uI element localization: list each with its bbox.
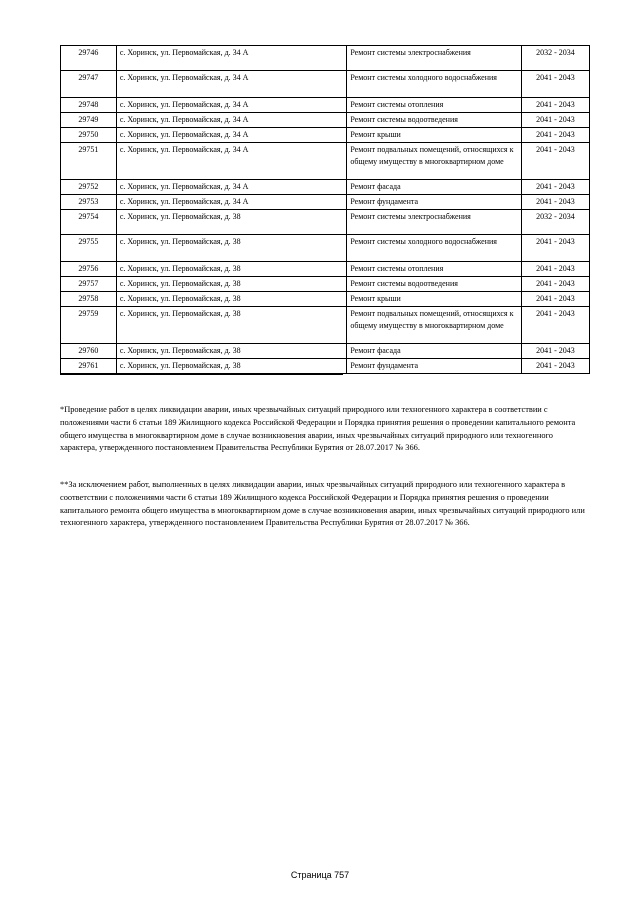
row-work: Ремонт крыши: [347, 128, 522, 143]
row-address: с. Хоринск, ул. Первомайская, д. 34 А: [116, 195, 346, 210]
row-period: 2041 - 2043: [521, 180, 589, 195]
row-work: Ремонт системы отопления: [347, 98, 522, 113]
table-row: [61, 113, 590, 128]
row-period: 2041 - 2043: [521, 143, 589, 180]
footnote-2: **За исключением работ, выполненных в целях ликвидации аварии, иных чрезвычайных ситуаций природного или техногенного характера в соответствии с положениями части 6 статьи 189 Жилищного кодекса Российской Федерации и Порядка принятия решения о проведении капитального ремонта общего имущества в многоквартирном доме в случае возникновения аварии, иных чрезвычайных ситуаций природного или техногенного характера, утвержденного постановлением Правительства Республики Бурятия от 28.07.2017 № 366.: [60, 480, 585, 528]
row-period: 2041 - 2043: [521, 235, 589, 262]
row-work: Ремонт системы водоотведения: [347, 277, 522, 292]
row-address: с. Хоринск, ул. Первомайская, д. 38: [116, 235, 346, 262]
row-address: с. Хоринск, ул. Первомайская, д. 38: [116, 359, 346, 374]
row-period: 2041 - 2043: [521, 359, 589, 374]
row-period: 2041 - 2043: [521, 277, 589, 292]
row-work: Ремонт подвальных помещений, относящихся к общему имуществу в многоквартирном доме: [347, 307, 522, 344]
table-row: [61, 180, 590, 195]
table-row: [61, 344, 590, 359]
table-row: [61, 143, 590, 180]
row-id: 29747: [61, 71, 117, 98]
row-id: 29752: [61, 180, 117, 195]
row-id: 29746: [61, 46, 117, 71]
table-row: [61, 128, 590, 143]
table-row: [61, 292, 590, 307]
row-id: 29748: [61, 98, 117, 113]
table-row: [61, 195, 590, 210]
row-period: 2032 - 2034: [521, 46, 589, 71]
row-period: 2041 - 2043: [521, 307, 589, 344]
row-period: 2041 - 2043: [521, 195, 589, 210]
row-period: 2041 - 2043: [521, 292, 589, 307]
row-work: Ремонт системы отопления: [347, 262, 522, 277]
row-work: Ремонт фасада: [347, 180, 522, 195]
row-id: 29761: [61, 359, 117, 374]
row-work: Ремонт фундамента: [347, 359, 522, 374]
row-address: с. Хоринск, ул. Первомайская, д. 38: [116, 344, 346, 359]
row-address: с. Хоринск, ул. Первомайская, д. 38: [116, 292, 346, 307]
row-address: с. Хоринск, ул. Первомайская, д. 34 А: [116, 113, 346, 128]
row-work: Ремонт фундамента: [347, 195, 522, 210]
row-period: 2032 - 2034: [521, 210, 589, 235]
row-address: с. Хоринск, ул. Первомайская, д. 34 А: [116, 128, 346, 143]
row-id: 29753: [61, 195, 117, 210]
row-work: Ремонт фасада: [347, 344, 522, 359]
row-address: с. Хоринск, ул. Первомайская, д. 34 А: [116, 143, 346, 180]
row-address: с. Хоринск, ул. Первомайская, д. 34 А: [116, 46, 346, 71]
row-id: 29754: [61, 210, 117, 235]
row-address: с. Хоринск, ул. Первомайская, д. 34 А: [116, 71, 346, 98]
row-address: с. Хоринск, ул. Первомайская, д. 38: [116, 307, 346, 344]
table-row: [61, 307, 590, 344]
row-period: 2041 - 2043: [521, 113, 589, 128]
row-work: Ремонт подвальных помещений, относящихся к общему имуществу в многоквартирном доме: [347, 143, 522, 180]
row-period: 2041 - 2043: [521, 71, 589, 98]
table-row: [61, 98, 590, 113]
row-id: 29750: [61, 128, 117, 143]
row-period: 2041 - 2043: [521, 262, 589, 277]
row-work: Ремонт системы электроснабжения: [347, 210, 522, 235]
table-row: [61, 359, 590, 374]
table-body: [61, 46, 590, 374]
table-row: [61, 277, 590, 292]
row-id: 29755: [61, 235, 117, 262]
row-work: Ремонт крыши: [347, 292, 522, 307]
table-row: [61, 262, 590, 277]
row-id: 29759: [61, 307, 117, 344]
row-period: 2041 - 2043: [521, 98, 589, 113]
repair-schedule-table: [60, 45, 590, 374]
row-work: Ремонт системы холодного водоснабжения: [347, 71, 522, 98]
row-address: с. Хоринск, ул. Первомайская, д. 34 А: [116, 180, 346, 195]
row-work: Ремонт системы водоотведения: [347, 113, 522, 128]
footnote-separator: [60, 374, 343, 375]
row-address: с. Хоринск, ул. Первомайская, д. 38: [116, 210, 346, 235]
table-row: [61, 46, 590, 71]
footnote-1: *Проведение работ в целях ликвидации аварии, иных чрезвычайных ситуаций природного или техногенного характера в соответствии с положениями части 6 статьи 189 Жилищного кодекса Российской Федерации и Порядка принятия решения о проведении капитального ремонта общего имущества в многоквартирном доме в случае возникновения аварии, иных чрезвычайных ситуаций природного или техногенного характера, утвержденного постановлением Правительства Республики Бурятия от 28.07.2017 № 366.: [60, 405, 576, 453]
row-address: с. Хоринск, ул. Первомайская, д. 34 А: [116, 98, 346, 113]
row-address: с. Хоринск, ул. Первомайская, д. 38: [116, 277, 346, 292]
row-id: 29758: [61, 292, 117, 307]
row-id: 29760: [61, 344, 117, 359]
table-row: [61, 235, 590, 262]
table-row: [61, 210, 590, 235]
row-id: 29756: [61, 262, 117, 277]
page-number: Страница 757: [290, 870, 350, 880]
row-work: Ремонт системы электроснабжения: [347, 46, 522, 71]
row-period: 2041 - 2043: [521, 128, 589, 143]
row-period: 2041 - 2043: [521, 344, 589, 359]
row-work: Ремонт системы холодного водоснабжения: [347, 235, 522, 262]
row-address: с. Хоринск, ул. Первомайская, д. 38: [116, 262, 346, 277]
row-id: 29757: [61, 277, 117, 292]
row-id: 29749: [61, 113, 117, 128]
row-id: 29751: [61, 143, 117, 180]
table-row: [61, 71, 590, 98]
